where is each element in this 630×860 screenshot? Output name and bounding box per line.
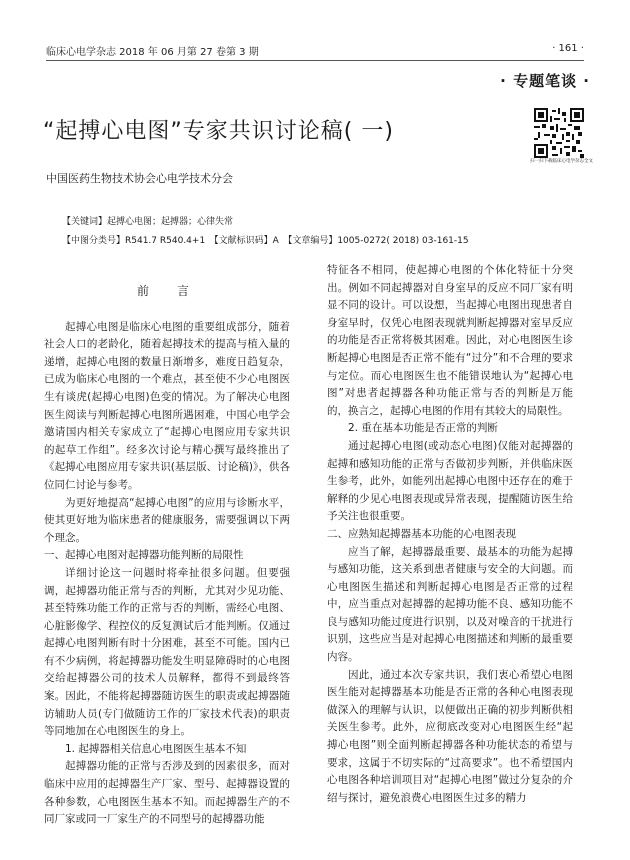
article-title: “起搏心电图”专家共识讨论稿( 一): [43, 119, 394, 144]
paragraph: 详细讨论这一问题时将牵扯很多问题。但要强调，起搏器功能正常与否的判断，尤其对少见功能、甚至特殊功能工作的正常与否的判断，需经心电图、心脏影像学、程控仪的反复测试后才能判断。仅通过起搏心电图判断有时十分困难，甚至不可能。国内已有不少病例，将起搏器功能发生明显障碍时的心电图交给起搏器公司的技术人员解释，都得不到最终答案。因此，不能将起搏器随访医生的职责或起搏器随访辅助人员(专门做随访工作的厂家技术代表)的职责等同地加在心电图医生的身上。: [44, 566, 290, 738]
paragraph: 起搏器功能的正常与否涉及到的因素很多，而对临床中应用的起搏器生产厂家、型号、起搏器设置的各种参数，心电图医生基本不知。而起搏器生产的不同厂家或同一厂家生产的不同型号的起搏器功能: [44, 760, 290, 826]
subsection-heading: 二、应熟知起搏器基本功能的心电图表现: [327, 527, 516, 540]
qr-caption: 扫一扫下载临床心电学杂志全文: [530, 159, 593, 164]
paragraph: 特征各不相同，使起搏心电图的个体化特征十分突出。例如不同起搏器对自身室早的反应不同厂家有明显不同的设计。可以设想，当起搏心电图出现患者自身室早时，仅凭心电图表现就判断起搏器对室早反应的功能是否正常将极其困难。因此，对心电图医生诊断起搏心电图是否正常不能有“过分”和不合理的要求与定位。而心电图医生也不能错误地认为“起搏心电图”对患者起搏器各种功能正常与否的判断是万能的，换言之，起搏心电图的作用有其较大的局限性。: [327, 264, 573, 417]
subsection-heading: 一、起搏心电图对起搏器功能判断的局限性: [44, 549, 244, 562]
classification-line: 【中图分类号】R541.7 R540.4+1 【文献标识码】A 【文章编号】1005-0272( 2018) 03-161-15: [62, 236, 469, 246]
authors: 中国医药生物技术协会心电学技术分会: [46, 172, 233, 185]
column-title: · 专题笔谈 ·: [500, 72, 590, 90]
paragraph: 1. 起搏器相关信息心电图医生基本不知: [65, 742, 247, 755]
paragraph: 为更好地提高“起搏心电图”的应用与诊断水平，使其更好地为临床患者的健康服务，需要强调以下两个理念。: [44, 496, 290, 544]
qr-code-icon: [534, 108, 584, 158]
page-number: · 161 ·: [552, 43, 584, 54]
paragraph: 起搏心电图是临床心电图的重要组成部分，随着社会人口的老龄化，随着起搏技术的提高与植入量的递增，起搏心电图的数量日渐增多，难度日趋复杂，已成为临床心电图的一个难点，甚至使不少心电图医生有谈虎(起搏心电图)色变的情况。为了解决心电图医生阅读与判断起搏心电图所遇困难，中国心电学会邀请国内相关专家成立了“起搏心电图应用专家共识的起草工作组”。经多次讨论与精心撰写最终推出了《起搏心电图应用专家共识(基层版、讨论稿)》，供各位同仁讨论与参考。: [44, 320, 290, 491]
header-rule: [46, 60, 584, 61]
keywords: 【关键词】起搏心电图；起搏器；心律失常: [62, 217, 234, 227]
paragraph: 应当了解，起搏器最重要、最基本的功能为起搏与感知功能，这关系到患者健康与安全的大问题。而心电图医生描述和判断起搏心电图是否正常的过程中，应当重点对起搏器的起搏功能不良、感知功能不良与感知功能过度进行识别，以及对噪音的干扰进行识别，这些应当是对起搏心电图描述和判断的最重要内容。: [327, 545, 573, 664]
paragraph: 因此，通过本次专家共识，我们衷心希望心电图医生能对起搏器基本功能是否正常的各种心电图表现做深入的理解与认识，以便做出正确的初步判断供相关医生参考。此外，应彻底改变对心电图医生经“起搏心电图”则全面判断起搏器各种功能状态的希望与要求，这属于不切实际的“过高要求”。也不希望国内心电图各种培训项目对“起搏心电图”做过分复杂的介绍与探讨，避免浪费心电图医生过多的精力: [327, 668, 573, 804]
section-heading: 前 言: [136, 284, 197, 298]
paragraph: 通过起搏心电图(或动态心电图)仅能对起搏器的起搏和感知功能的正常与否做初步判断，并供临床医生参考，此外，如能列出起搏心电图中还存在的难于解释的少见心电图表现或异常表现，提醒随访医生给予关注也很重要。: [327, 439, 573, 523]
paragraph: 2. 重在基本功能是否正常的判断: [348, 422, 498, 435]
left-column: [44, 283, 290, 829]
journal-header: 临床心电学杂志 2018 年 06 月第 27 卷第 3 期: [46, 47, 259, 58]
right-column: [327, 262, 573, 807]
